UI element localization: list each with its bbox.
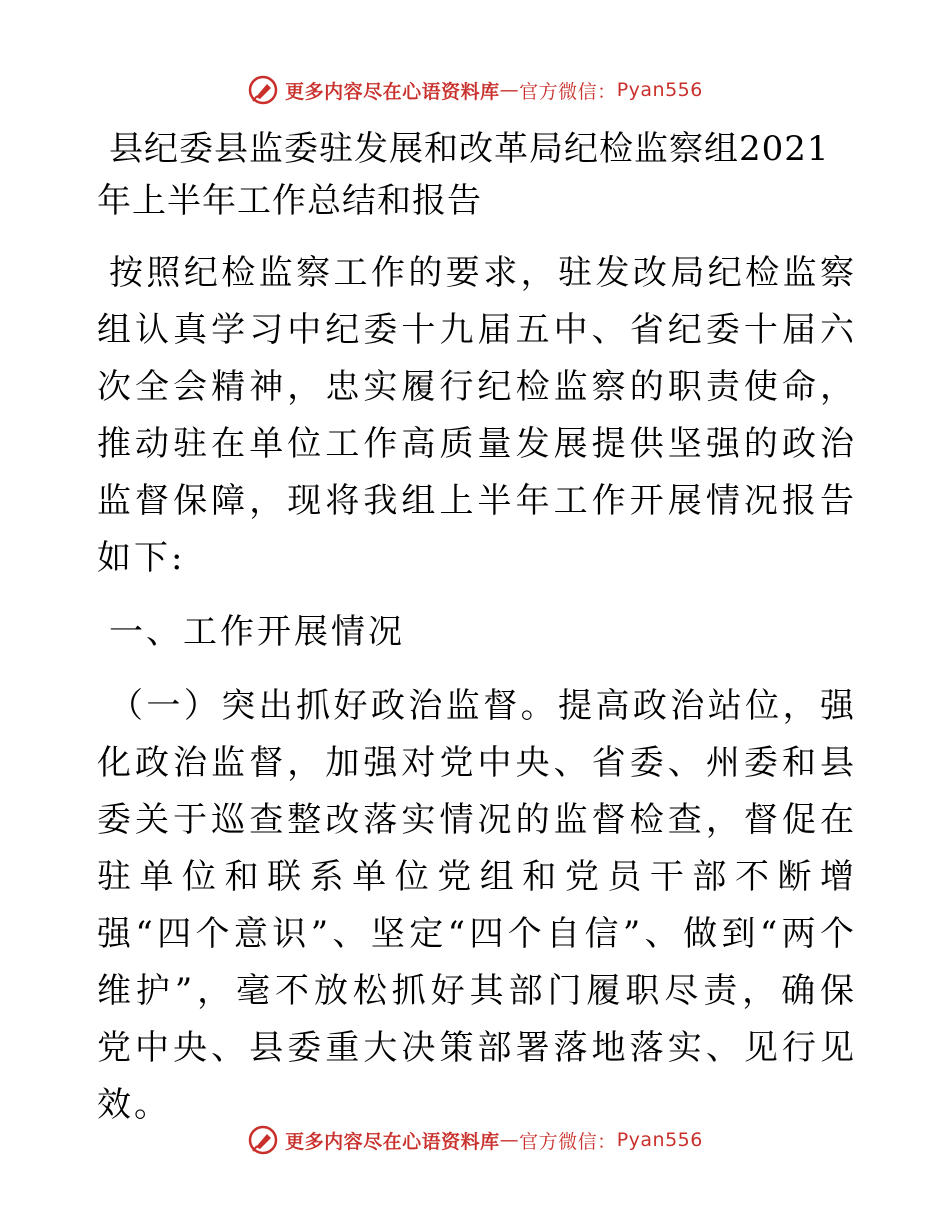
document-body: [97, 123, 857, 1134]
pen-nib-circle-icon: [247, 74, 279, 106]
watermark-handle: Pyan556: [616, 1129, 703, 1151]
watermark-header: [0, 70, 950, 110]
watermark-separator: —: [499, 1129, 520, 1151]
watermark-contact: 官方微信：: [519, 80, 617, 103]
watermark-contact: 官方微信：: [519, 1130, 617, 1153]
watermark-brand: 更多内容尽在心语资料库: [285, 80, 500, 103]
pen-nib-circle-icon: [247, 1124, 279, 1156]
watermark-separator: —: [499, 79, 520, 101]
section-heading: 一、工作开展情况: [109, 612, 405, 652]
watermark-brand: 更多内容尽在心语资料库: [285, 1130, 500, 1153]
watermark-footer: [0, 1120, 950, 1160]
intro-paragraph: 按照纪检监察工作的要求，驻发改局纪检监察组认真学习中纪委十九届五中、省纪委十届六次全会精神，忠实履行纪检监察的职责使命，推动驻在单位工作高质量发展提供坚强的政治监督保障，现将我组上半年工作开展情况报告如下:: [97, 253, 857, 578]
watermark-handle: Pyan556: [616, 79, 703, 101]
section-paragraph: （一）突出抓好政治监督。提高政治站位，强化政治监督，加强对党中央、省委、州委和县委关于巡查整改落实情况的监督检查，督促在驻单位和联系单位党组和党员干部不断增强“四个意识”、坚定“四个自信”、做到“两个维护”，毫不放松抓好其部门履职尽责，确保党中央、县委重大决策部署落地落实、见行见效。: [97, 686, 857, 1125]
document-title: 县纪委县监委驻发展和改革局纪检监察组2021年上半年工作总结和报告: [97, 129, 830, 221]
